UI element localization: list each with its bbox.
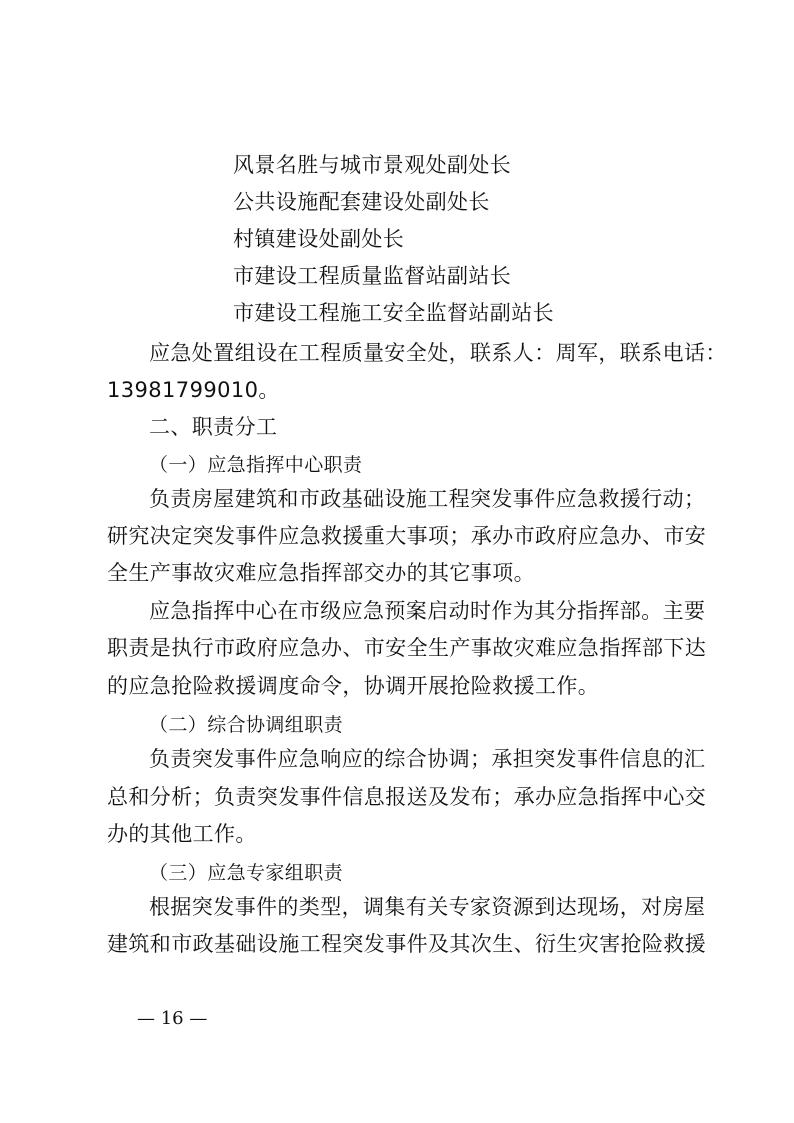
member-item: 风景名胜与城市景观处副处长: [233, 153, 512, 177]
paragraph-line: 建筑和市政基础设施工程突发事件及其次生、衍生灾害抢险救援: [107, 932, 707, 956]
member-item: 公共设施配套建设处副处长: [233, 190, 490, 214]
contact-line: 应急处置组设在工程质量安全处，联系人：周军，联系电话：: [149, 341, 727, 365]
paragraph-line: 应急指挥中心在市级应急预案启动时作为其分指挥部。主要: [149, 599, 706, 623]
paragraph-line: 根据突发事件的类型，调集有关专家资源到达现场，对房屋: [149, 895, 706, 919]
paragraph-line: 的应急抢险救援调度命令，协调开展抢险救援工作。: [107, 674, 600, 698]
paragraph-line: 研究决定突发事件应急救援重大事项；承办市政府应急办、市安: [107, 524, 707, 548]
contact-phone-line: 13981799010。: [107, 378, 280, 402]
paragraph-line: 总和分析；负责突发事件信息报送及发布；承办应急指挥中心交: [107, 785, 707, 809]
section-heading: 二、职责分工: [149, 415, 278, 439]
member-item: 村镇建设处副处长: [233, 227, 405, 251]
page-number: — 16 —: [137, 1008, 208, 1029]
subsection-heading: （一）应急指挥中心职责: [149, 454, 363, 476]
paragraph-line: 全生产事故灾难应急指挥部交办的其它事项。: [107, 561, 535, 585]
paragraph-line: 职责是执行市政府应急办、市安全生产事故灾难应急指挥部下达: [107, 636, 707, 660]
member-item: 市建设工程质量监督站副站长: [233, 264, 512, 288]
paragraph-line: 负责突发事件应急响应的综合协调；承担突发事件信息的汇: [149, 747, 706, 771]
subsection-heading: （二）综合协调组职责: [149, 714, 344, 736]
member-item: 市建设工程施工安全监督站副站长: [233, 301, 554, 325]
paragraph-line: 办的其他工作。: [107, 822, 257, 846]
paragraph-line: 负责房屋建筑和市政基础设施工程突发事件应急救援行动；: [149, 487, 706, 511]
subsection-heading: （三）应急专家组职责: [149, 862, 344, 884]
